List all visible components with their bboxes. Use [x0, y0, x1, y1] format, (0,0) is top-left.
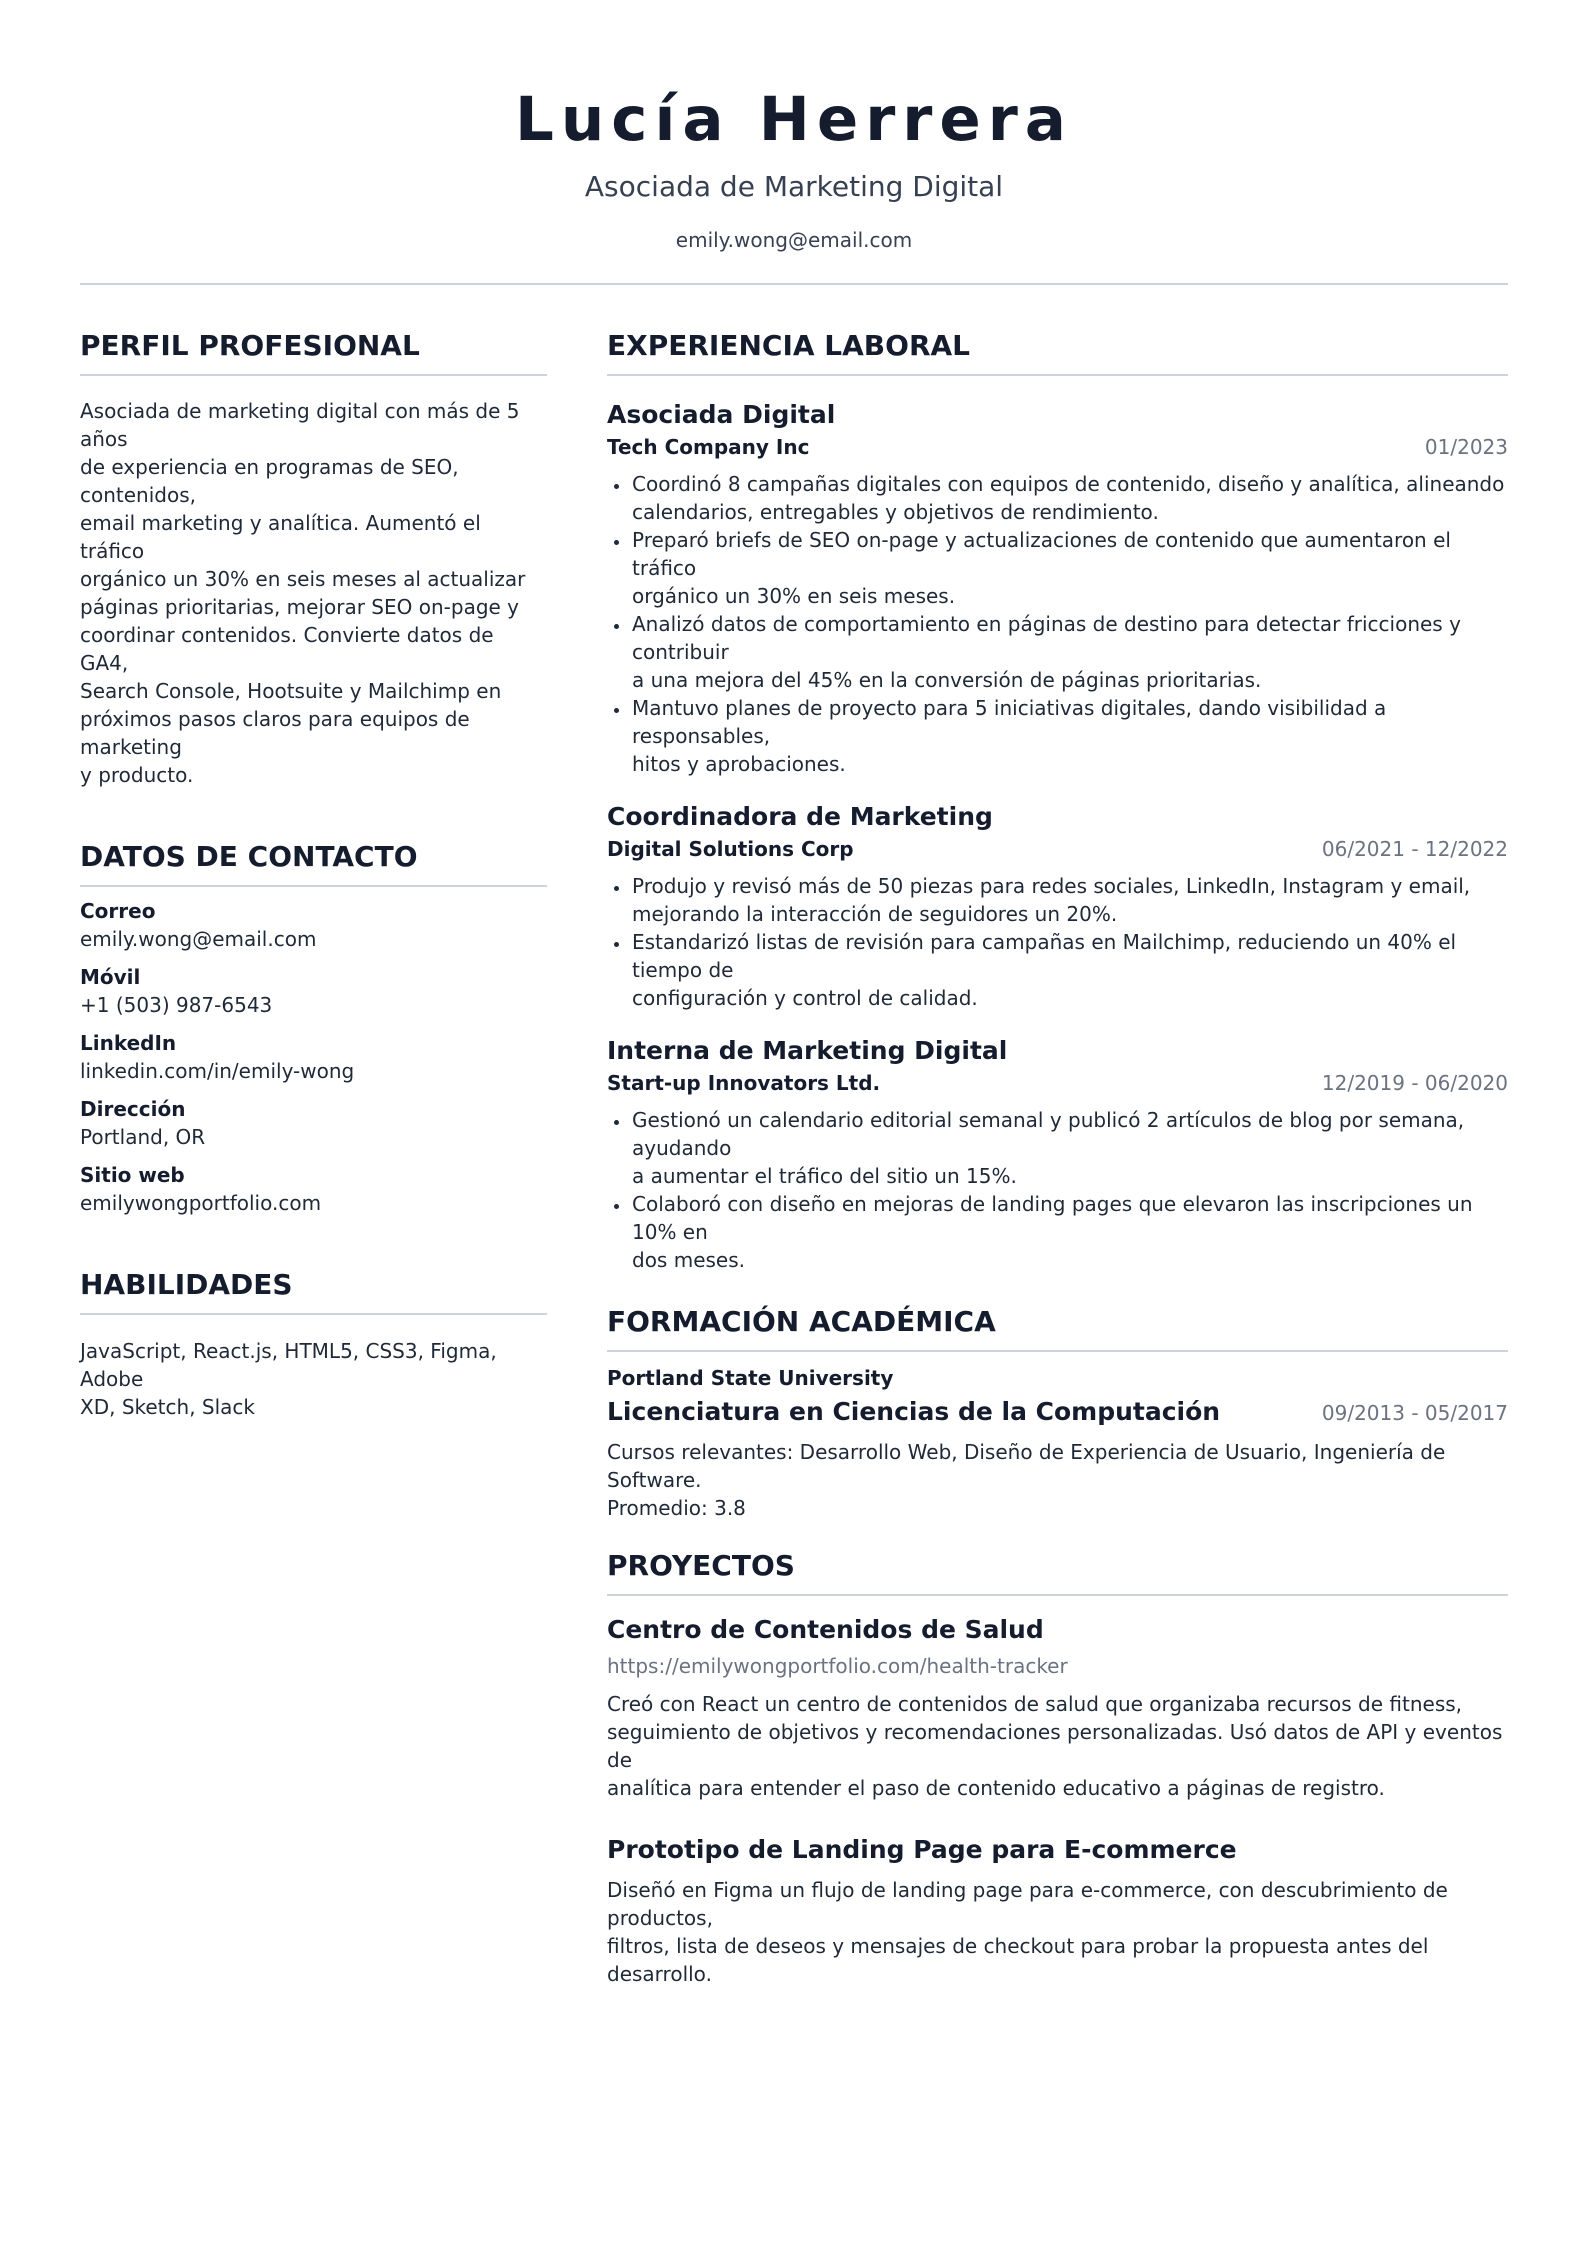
skills-section — [80, 1265, 547, 1421]
education-heading: FORMACIÓN ACADÉMICA — [607, 1302, 1508, 1352]
contact-section — [80, 837, 547, 1217]
profile-line: Asociada de marketing digital con más de 5 años — [80, 399, 520, 451]
header-divider — [80, 283, 1508, 285]
job-entry — [607, 398, 1508, 778]
education-school: Portland State University — [607, 1366, 894, 1390]
skills-line: JavaScript, React.js, HTML5, CSS3, Figma, Adobe — [80, 1339, 497, 1391]
contact-label-linkedin: LinkedIn — [80, 1031, 177, 1055]
candidate-title: Asociada de Marketing Digital — [584, 170, 1004, 203]
contact-list — [80, 897, 547, 1217]
education-line: Cursos relevantes: Desarrollo Web, Diseño de Experiencia de Usuario, Ingeniería de Software. — [607, 1440, 1446, 1492]
project-title: Prototipo de Landing Page para E-commerce — [607, 1835, 1237, 1864]
profile-section — [80, 326, 547, 789]
project-line: Diseñó en Figma un flujo de landing page para e-commerce, con descubrimiento de productos, — [607, 1878, 1448, 1930]
job-entry — [607, 1034, 1508, 1274]
job-bullet: Mantuvo planes de proyecto para 5 iniciativas digitales, dando visibilidad a responsables, hitos y aprobaciones. — [607, 694, 1508, 778]
job-company: Digital Solutions Corp — [607, 837, 854, 861]
job-bullet: Analizó datos de comportamiento en páginas de destino para detectar fricciones y contribuir a una mejora del 45% en la conversión de páginas prioritarias. — [607, 610, 1508, 694]
education-degree: Licenciatura en Ciencias de la Computación — [607, 1397, 1221, 1426]
projects-heading: PROYECTOS — [607, 1546, 1508, 1596]
profile-summary — [80, 397, 547, 789]
education-date: 09/2013 - 05/2017 — [1321, 1401, 1508, 1425]
job-bullets — [607, 470, 1508, 778]
contact-heading: DATOS DE CONTACTO — [80, 837, 547, 887]
skills-heading: HABILIDADES — [80, 1265, 547, 1315]
contact-address: Portland, OR — [80, 1125, 206, 1149]
job-date: 12/2019 - 06/2020 — [1321, 1071, 1508, 1095]
project-url[interactable]: https://emilywongportfolio.com/health-tracker — [607, 1654, 1068, 1678]
skills-list — [80, 1337, 547, 1421]
profile-line: Search Console, Hootsuite y Mailchimp en — [80, 679, 502, 703]
contact-linkedin[interactable]: linkedin.com/in/emily-wong — [80, 1059, 355, 1083]
profile-line: páginas prioritarias, mejorar SEO on-page y — [80, 595, 520, 619]
project-entry — [607, 1832, 1508, 1988]
candidate-name: Lucía Herrera — [515, 84, 1073, 155]
right-column — [607, 326, 1508, 1988]
job-title: Asociada Digital — [607, 400, 836, 429]
job-date: 06/2021 - 12/2022 — [1321, 837, 1508, 861]
project-line: filtros, lista de deseos y mensajes de checkout para probar la propuesta antes del desarrollo. — [607, 1934, 1429, 1986]
contact-label-address: Dirección — [80, 1097, 186, 1121]
contact-email[interactable]: emily.wong@email.com — [80, 927, 317, 951]
experience-section — [607, 326, 1508, 1274]
contact-label-website: Sitio web — [80, 1163, 185, 1187]
experience-heading: EXPERIENCIA LABORAL — [607, 326, 1508, 376]
skills-line: XD, Sketch, Slack — [80, 1395, 255, 1419]
job-bullet: Preparó briefs de SEO on-page y actualizaciones de contenido que aumentaron el tráfico orgánico un 30% en seis meses. — [607, 526, 1508, 610]
job-company: Tech Company Inc — [607, 435, 810, 459]
profile-line: y producto. — [80, 763, 194, 787]
contact-phone[interactable]: +1 (503) 987-6543 — [80, 993, 273, 1017]
contact-label-email: Correo — [80, 899, 156, 923]
job-entry — [607, 800, 1508, 1012]
job-bullet: Produjo y revisó más de 50 piezas para redes sociales, LinkedIn, Instagram y email, mejorando la interacción de seguidores un 20%. — [607, 872, 1508, 928]
left-column — [80, 326, 547, 1421]
profile-line: orgánico un 30% en seis meses al actualizar — [80, 567, 526, 591]
contact-label-phone: Móvil — [80, 965, 141, 989]
job-bullet: Gestionó un calendario editorial semanal y publicó 2 artículos de blog por semana, ayudando a aumentar el tráfico del sitio un 15%. — [607, 1106, 1508, 1190]
project-line: Creó con React un centro de contenidos de salud que organizaba recursos de fitness, — [607, 1692, 1463, 1716]
profile-line: email marketing y analítica. Aumentó el tráfico — [80, 511, 481, 563]
job-company: Start-up Innovators Ltd. — [607, 1071, 881, 1095]
job-date: 01/2023 — [1424, 435, 1508, 459]
header-email[interactable]: emily.wong@email.com — [675, 228, 913, 252]
project-description — [607, 1876, 1508, 1988]
profile-line: de experiencia en programas de SEO, contenidos, — [80, 455, 459, 507]
job-bullet: Estandarizó listas de revisión para campañas en Mailchimp, reduciendo un 40% el tiempo de configuración y control de calidad. — [607, 928, 1508, 1012]
job-title: Interna de Marketing Digital — [607, 1036, 1008, 1065]
education-description — [607, 1438, 1508, 1522]
job-bullets — [607, 1106, 1508, 1274]
profile-line: coordinar contenidos. Convierte datos de GA4, — [80, 623, 494, 675]
job-bullet: Colaboró con diseño en mejoras de landing pages que elevaron las inscripciones un 10% en dos meses. — [607, 1190, 1508, 1274]
project-entry — [607, 1612, 1508, 1802]
job-bullets — [607, 872, 1508, 1012]
profile-heading: PERFIL PROFESIONAL — [80, 326, 547, 376]
contact-website[interactable]: emilywongportfolio.com — [80, 1191, 322, 1215]
job-title: Coordinadora de Marketing — [607, 802, 993, 831]
project-title: Centro de Contenidos de Salud — [607, 1615, 1044, 1644]
project-line: analítica para entender el paso de contenido educativo a páginas de registro. — [607, 1776, 1385, 1800]
project-description — [607, 1690, 1508, 1802]
projects-section — [607, 1546, 1508, 1988]
education-section — [607, 1302, 1508, 1522]
profile-line: próximos pasos claros para equipos de marketing — [80, 707, 470, 759]
job-bullet: Coordinó 8 campañas digitales con equipos de contenido, diseño y analítica, alineando calendarios, entregables y objetivos de rendimiento. — [607, 470, 1508, 526]
project-line: seguimiento de objetivos y recomendaciones personalizadas. Usó datos de API y eventos de — [607, 1720, 1503, 1772]
education-line: Promedio: 3.8 — [607, 1496, 746, 1520]
